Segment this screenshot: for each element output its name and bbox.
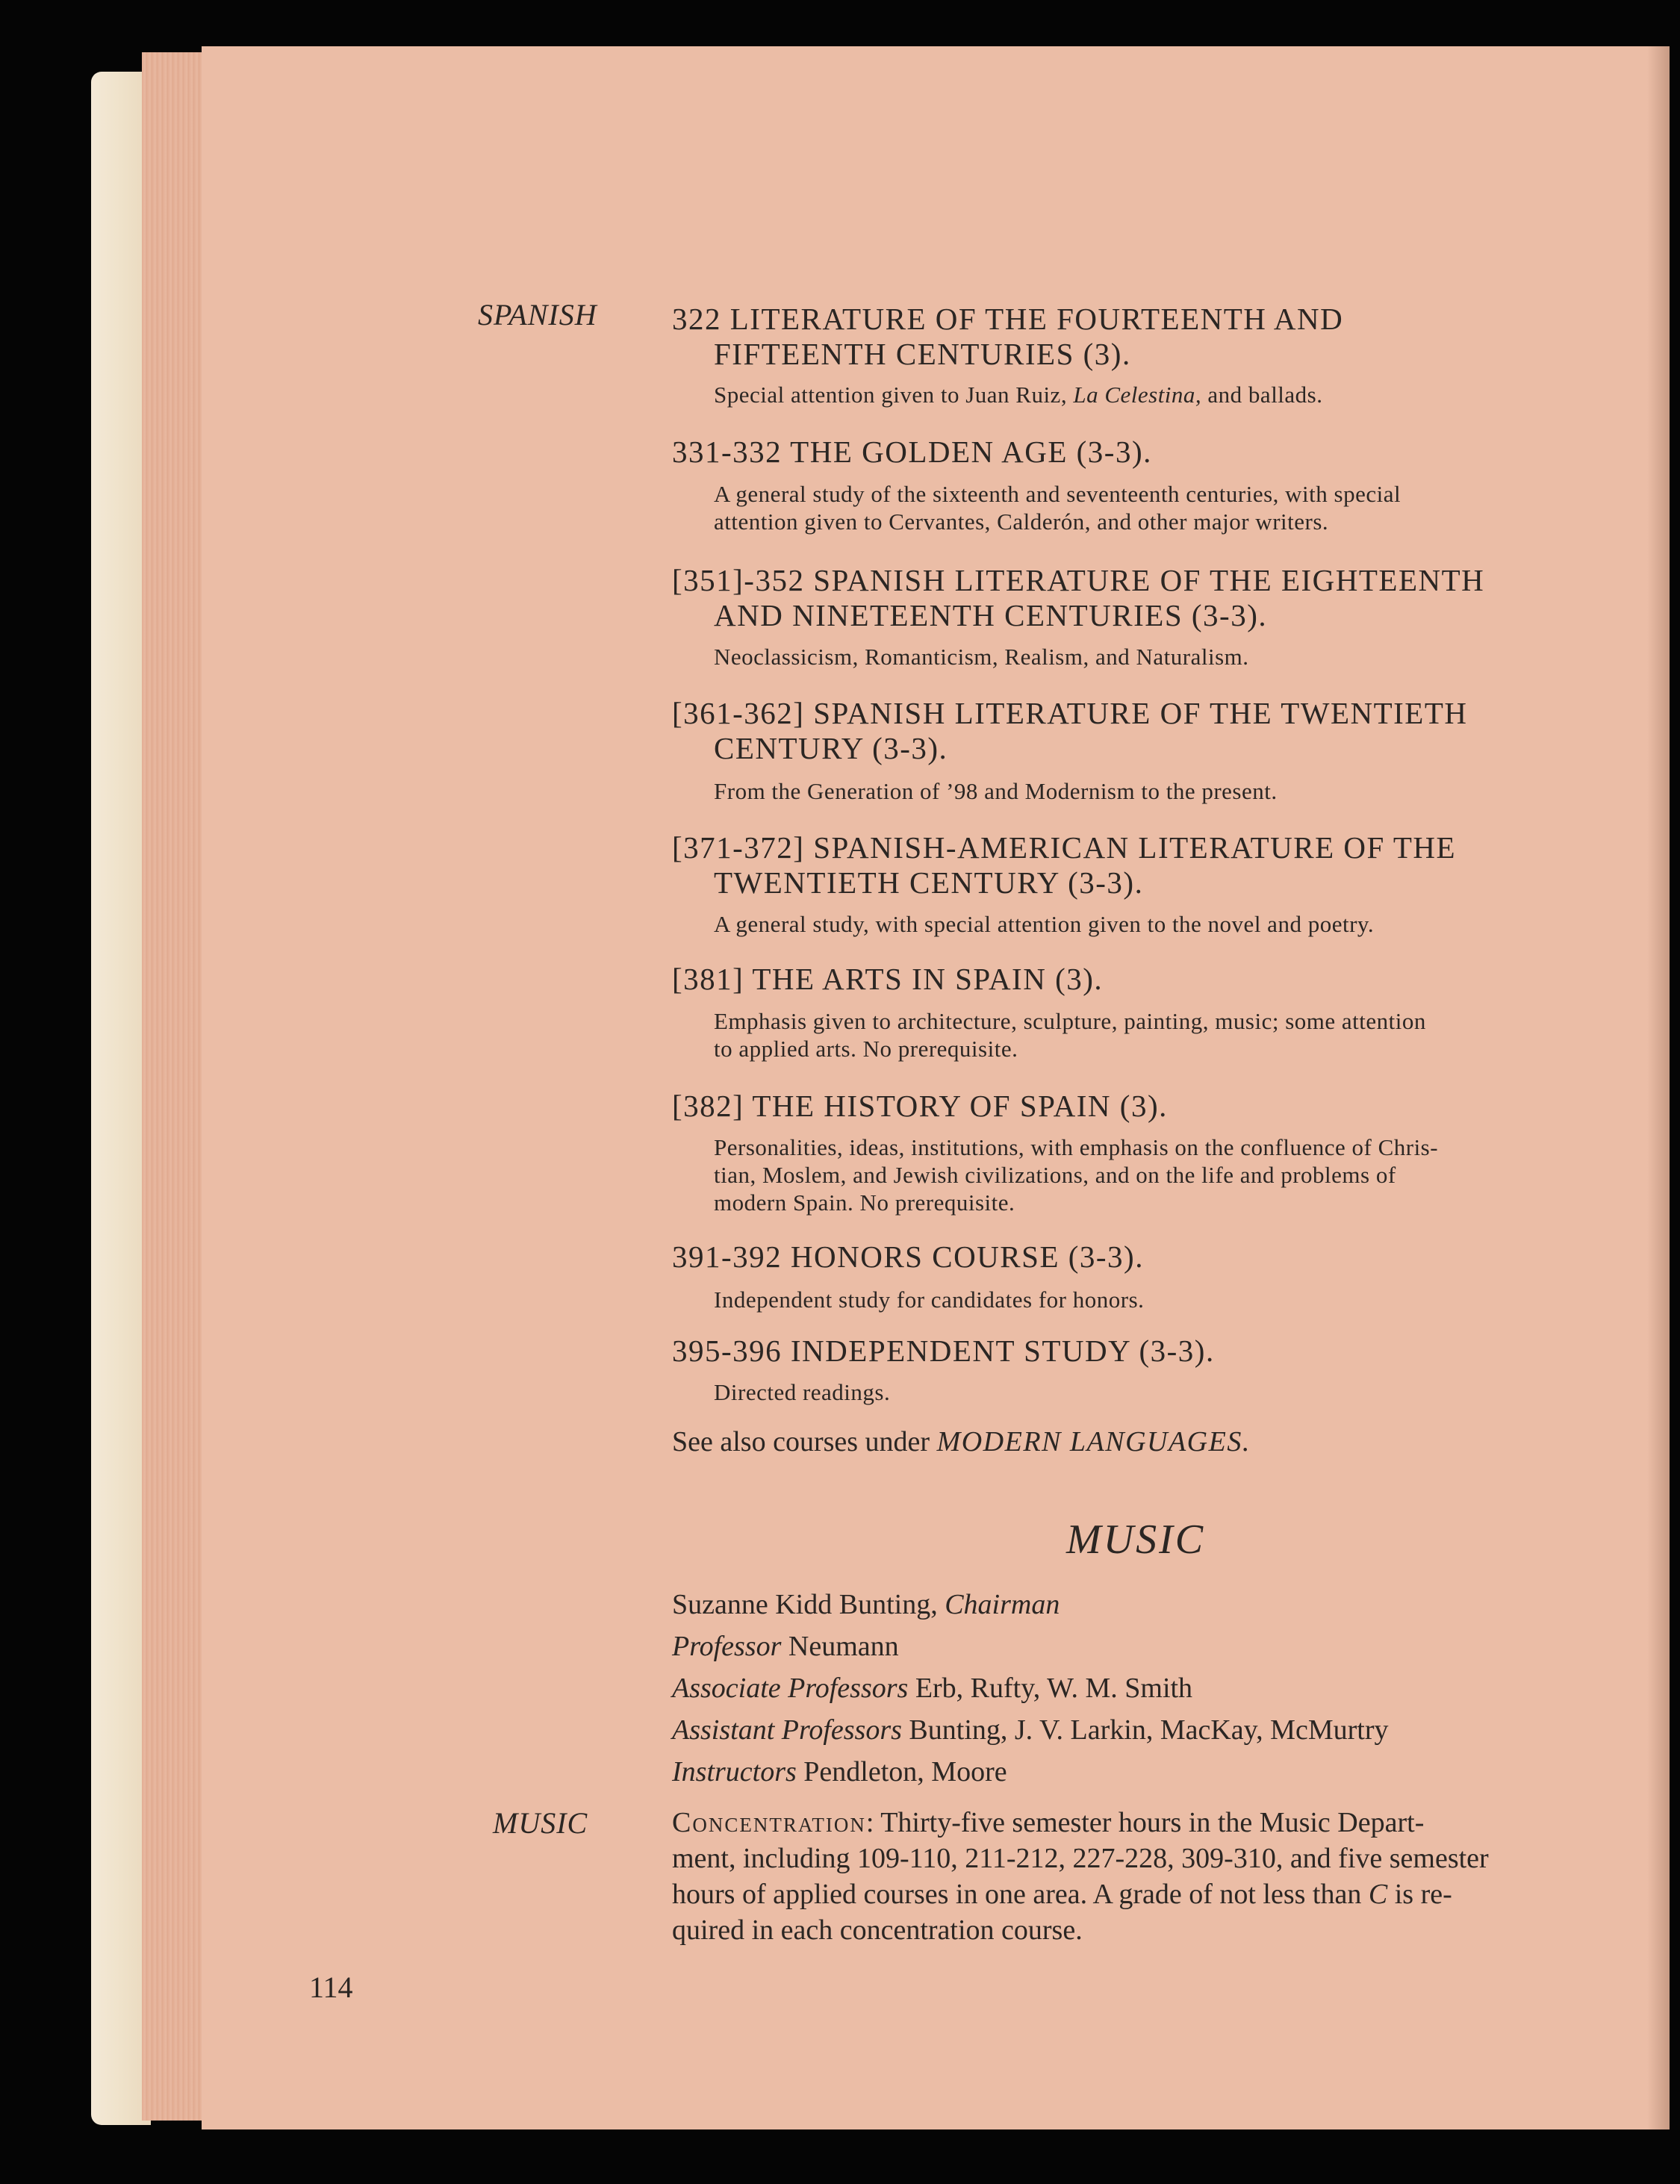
course-desc: Emphasis given to architecture, sculpture, painting, music; some attention (714, 1008, 1426, 1034)
see-also-line: See also courses under MODERN LANGUAGES. (672, 1426, 1251, 1457)
faculty-instructors: Instructors Pendleton, Moore (672, 1756, 1007, 1788)
faculty-associate-professors: Associate Professors Erb, Rufty, W. M. Smith (672, 1673, 1193, 1704)
course-title: FIFTEENTH CENTURIES (3). (714, 337, 1131, 371)
concentration-line-1: Concentration: Thirty-five semester hours in the Music Depart- (672, 1807, 1425, 1838)
course-desc: Personalities, ideas, institutions, with emphasis on the confluence of Chris- (714, 1134, 1439, 1160)
concentration-line-4: quired in each concentration course. (672, 1914, 1083, 1946)
spine-shadow (1647, 46, 1670, 2129)
faculty-assistant-professors: Assistant Professors Bunting, J. V. Larkin, MacKay, McMurtry (672, 1714, 1389, 1746)
course-desc: Directed readings. (714, 1379, 891, 1405)
course-title: [361-362] SPANISH LITERATURE OF THE TWENTIETH (672, 696, 1468, 730)
course-title: TWENTIETH CENTURY (3-3). (714, 865, 1144, 900)
music-heading: MUSIC (1066, 1516, 1206, 1563)
course-title: 322 LITERATURE OF THE FOURTEENTH AND (672, 302, 1344, 336)
course-desc: to applied arts. No prerequisite. (714, 1036, 1018, 1062)
course-title: CENTURY (3-3). (714, 731, 948, 765)
page-stack (142, 52, 209, 2121)
spanish-side-label: SPANISH (478, 298, 597, 332)
concentration-line-2: ment, including 109-110, 211-212, 227-228, 309-310, and five semester (672, 1843, 1489, 1874)
catalog-page (202, 46, 1670, 2129)
course-title: 331-332 THE GOLDEN AGE (3-3). (672, 435, 1152, 469)
course-desc: From the Generation of ’98 and Modernism to the present. (714, 778, 1278, 804)
course-desc: tian, Moslem, and Jewish civilizations, and on the life and problems of (714, 1162, 1396, 1188)
course-title: 391-392 HONORS COURSE (3-3). (672, 1239, 1144, 1274)
course-title: [382] THE HISTORY OF SPAIN (3). (672, 1089, 1168, 1123)
see-also-reference: MODERN LANGUAGES. (936, 1426, 1251, 1457)
course-title: [381] THE ARTS IN SPAIN (3). (672, 962, 1104, 996)
course-title: [371-372] SPANISH-AMERICAN LITERATURE OF THE (672, 830, 1457, 865)
course-title: 395-396 INDEPENDENT STUDY (3-3). (672, 1334, 1215, 1368)
course-desc: Special attention given to Juan Ruiz, La Celestina, and ballads. (714, 382, 1323, 408)
concentration-line-3: hours of applied courses in one area. A grade of not less than C is re- (672, 1879, 1452, 1910)
course-desc: A general study, with special attention given to the novel and poetry. (714, 911, 1375, 937)
page-number: 114 (309, 1970, 353, 2004)
course-title: [351]-352 SPANISH LITERATURE OF THE EIGHTEENTH (672, 563, 1485, 597)
course-desc: Neoclassicism, Romanticism, Realism, and Naturalism. (714, 644, 1249, 670)
course-desc: A general study of the sixteenth and seventeenth centuries, with special (714, 481, 1401, 507)
music-side-label: MUSIC (493, 1806, 588, 1840)
faculty-chairman: Suzanne Kidd Bunting, Chairman (672, 1589, 1060, 1620)
course-desc: Independent study for candidates for honors. (714, 1287, 1145, 1313)
course-title: AND NINETEENTH CENTURIES (3-3). (714, 598, 1268, 632)
course-desc: attention given to Cervantes, Calderón, and other major writers. (714, 508, 1329, 535)
course-desc: modern Spain. No prerequisite. (714, 1189, 1015, 1216)
faculty-professor: Professor Neumann (672, 1631, 899, 1662)
